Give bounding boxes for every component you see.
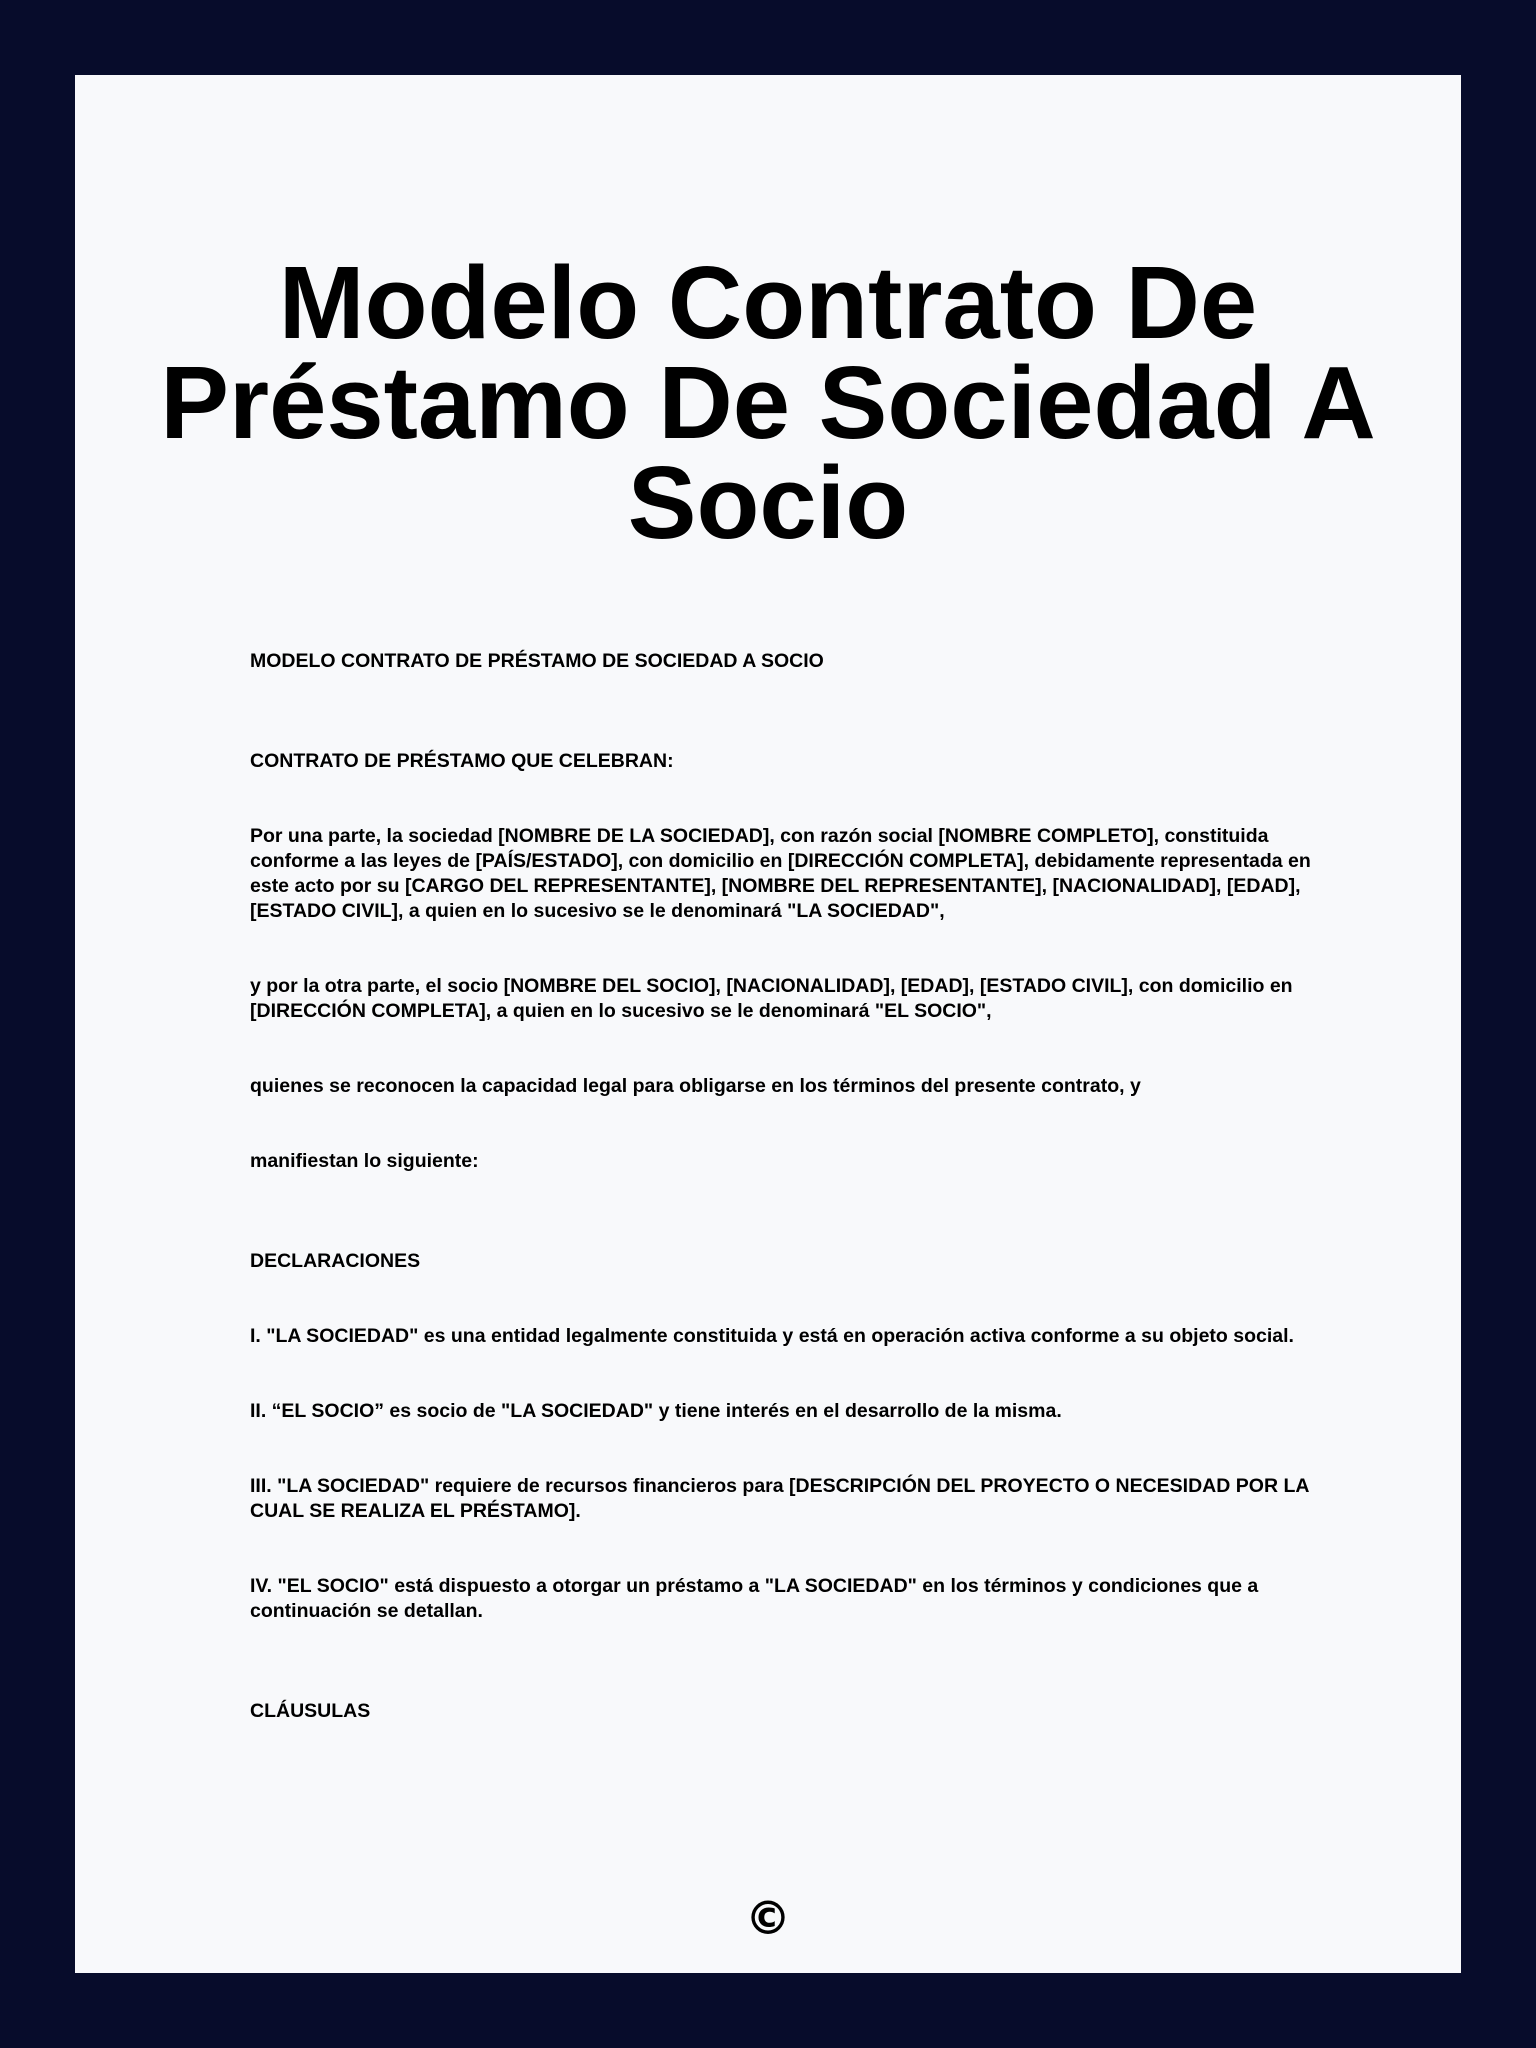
contract-heading: MODELO CONTRATO DE PRÉSTAMO DE SOCIEDAD A SOCIO — [250, 650, 824, 672]
declaration-item: IV. "EL SOCIO" está dispuesto a otorgar un préstamo a "LA SOCIEDAD" en los términos y condiciones que a continuación se detallan. — [250, 1575, 1259, 1622]
declaration-item: III. "LA SOCIEDAD" requiere de recursos financieros para [DESCRIPCIÓN DEL PROYECTO O NECESIDAD POR LA CUAL SE REALIZA EL PRÉSTAMO]. — [250, 1475, 1309, 1522]
manifest-paragraph: manifiestan lo siguiente: — [250, 1150, 479, 1172]
clauses-heading: CLÁUSULAS — [250, 1700, 371, 1722]
party-company-paragraph: Por una parte, la sociedad [NOMBRE DE LA SOCIEDAD], con razón social [NOMBRE COMPLETO], constituida conforme a las leyes de [PAÍS/ESTADO], con domicilio en [DIRECCIÓN COMPLETA], debidamente representada en este acto por su [CARGO DEL REPRESENTANTE], [NOMBRE DEL REPRESENTANTE], [NACIONALIDAD], [EDAD], [ESTADO CIVIL], a quien en lo sucesivo se le denominará "LA SOCIEDAD", — [250, 825, 1311, 922]
copyright-icon: © — [745, 1891, 791, 1945]
document-body — [250, 649, 1350, 1724]
document-title: Modelo Contrato De Préstamo De Sociedad A Socio — [160, 245, 1376, 560]
contract-subheading: CONTRATO DE PRÉSTAMO QUE CELEBRAN: — [250, 750, 674, 772]
declarations-heading: DECLARACIONES — [250, 1250, 421, 1272]
declaration-item: I. "LA SOCIEDAD" es una entidad legalmente constituida y está en operación activa conforme a su objeto social. — [250, 1325, 1294, 1347]
party-partner-paragraph: y por la otra parte, el socio [NOMBRE DEL SOCIO], [NACIONALIDAD], [EDAD], [ESTADO CIVIL], con domicilio en [DIRECCIÓN COMPLETA], a quien en lo sucesivo se le denominará "EL SOCIO", — [250, 975, 1293, 1022]
declaration-item: II. “EL SOCIO” es socio de "LA SOCIEDAD" y tiene interés en el desarrollo de la misma. — [250, 1400, 1062, 1422]
document-page — [75, 75, 1461, 1973]
capacity-paragraph: quienes se reconocen la capacidad legal para obligarse en los términos del presente contrato, y — [250, 1075, 1141, 1097]
